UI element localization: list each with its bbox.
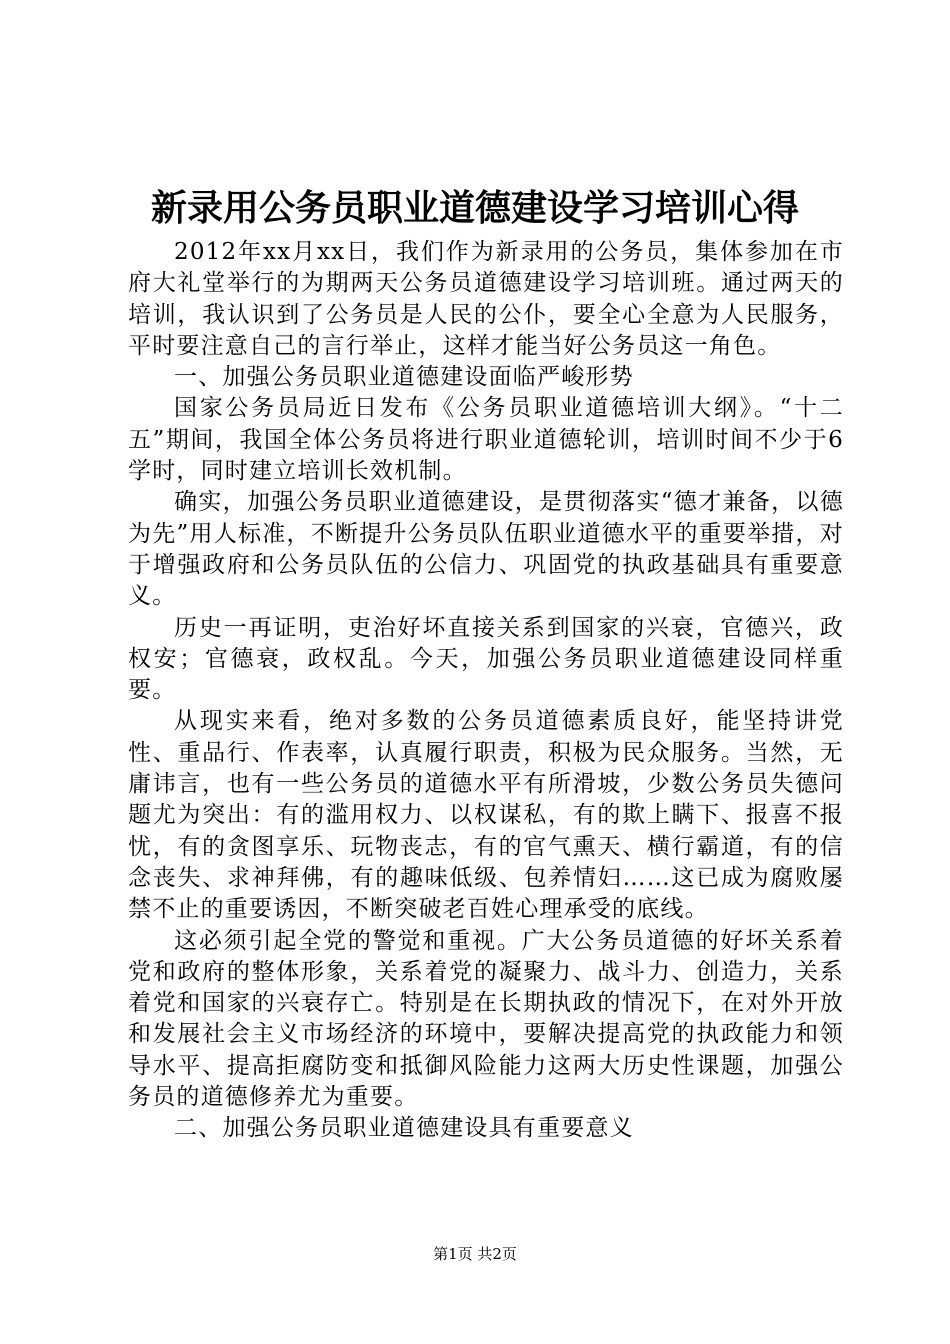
paragraph-significance: 确实，加强公务员职业道德建设，是贯彻落实“德才兼备，以德为先”用人标准，不断提升公务员队伍职业道德水平的重要举措，对于增强政府和公务员队伍的公信力、巩固党的执政基础具有重要意义。	[128, 489, 844, 610]
document-body	[128, 237, 844, 1145]
document-title: 新录用公务员职业道德建设学习培训心得	[150, 187, 799, 229]
paragraph-reality: 从现实来看，绝对多数的公务员道德素质良好，能坚持讲党性、重品行、作表率，认真履行职责，积极为民众服务。当然，无庸讳言，也有一些公务员的道德水平有所滑坡，少数公务员失德问题尤为突出：有的滥用权力、以权谋私，有的欺上瞒下、报喜不报忧，有的贪图享乐、玩物丧志，有的官气熏天、横行霸道，有的信念丧失、求神拜佛，有的趣味低级、包养情妇……这已成为腐败屡禁不止的重要诱因，不断突破老百姓心理承受的底线。	[128, 708, 844, 923]
section-heading-1: 一、加强公务员职业道德建设面临严峻形势	[174, 364, 634, 391]
paragraph-announcement: 国家公务员局近日发布《公务员职业道德培训大纲》。“十二五”期间，我国全体公务员将进行职业道德轮训，培训时间不少于6学时，同时建立培训长效机制。	[128, 395, 844, 485]
paragraph-history: 历史一再证明，吏治好坏直接关系到国家的兴衰，官德兴，政权安；官德衰，政权乱。今天，加强公务员职业道德建设同样重要。	[128, 614, 844, 704]
section-heading-2: 二、加强公务员职业道德建设具有重要意义	[174, 1115, 634, 1142]
paragraph-vigilance: 这必须引起全党的警觉和重视。广大公务员道德的好坏关系着党和政府的整体形象，关系着党的凝聚力、战斗力、创造力，关系着党和国家的兴衰存亡。特别是在长期执政的情况下，在对外开放和发展社会主义市场经济的环境中，要解决提高党的执政能力和领导水平、提高拒腐防变和抵御风险能力这两大历史性课题，加强公务员的道德修养尤为重要。	[128, 927, 844, 1111]
paragraph-intro: 2012年xx月xx日，我们作为新录用的公务员，集体参加在市府大礼堂举行的为期两天公务员道德建设学习培训班。通过两天的培训，我认识到了公务员是人民的公仆，要全心全意为人民服务，平时要注意自己的言行举止，这样才能当好公务员这一角色。	[128, 239, 844, 359]
page-footer: 第1页 共2页	[433, 1245, 517, 1263]
